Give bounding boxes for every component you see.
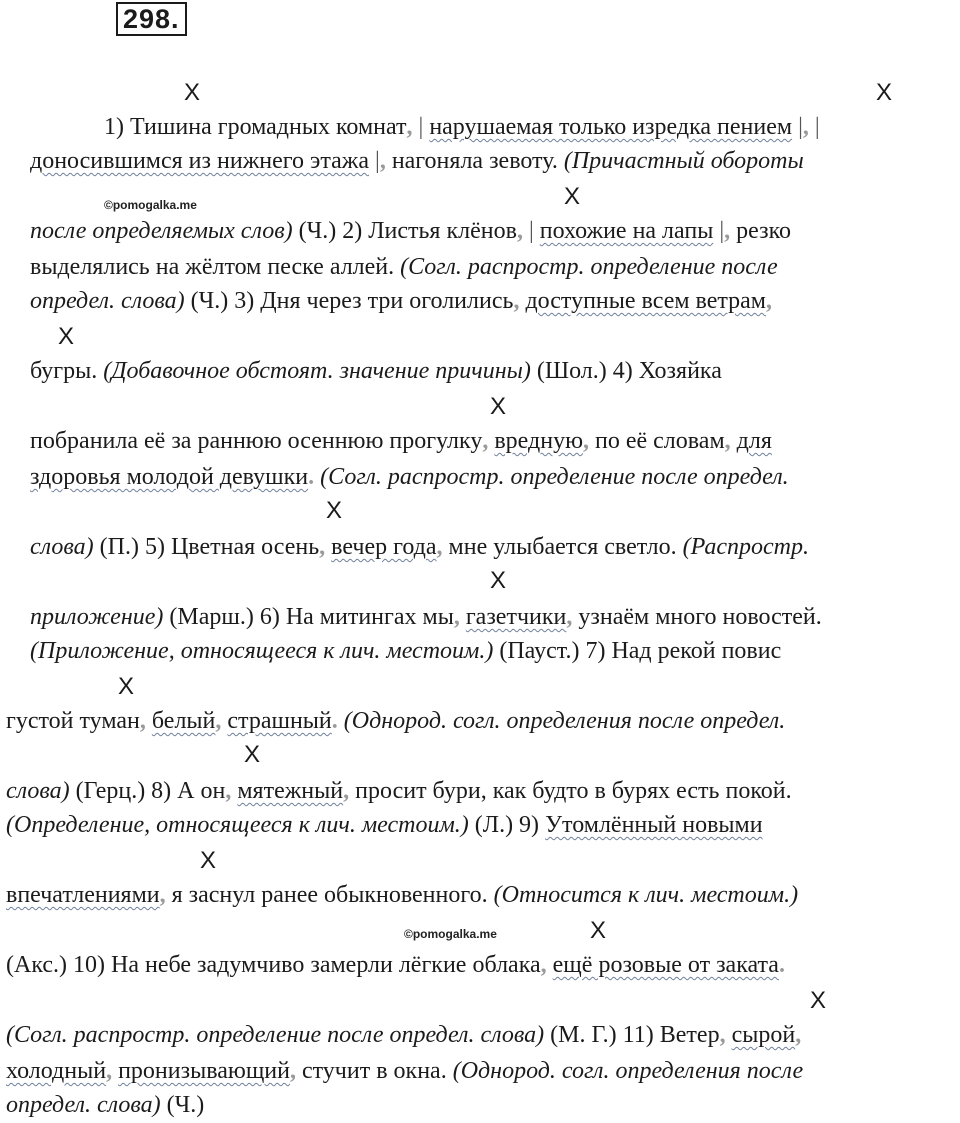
cross-mark: X: [876, 79, 893, 106]
sentence-text: (Герц.) 8) А он: [69, 778, 226, 804]
marked-punctuation: ,: [724, 218, 731, 244]
underlined-phrase: страшный: [227, 708, 332, 734]
text-line: [30, 462, 789, 492]
boundary-mark: |: [808, 114, 820, 140]
cross-mark: X: [490, 393, 507, 420]
sentence-text: побранила её за раннюю осеннюю прогулку: [30, 428, 483, 454]
sentence-text: (Ч.) 2) Листья клёнов: [292, 218, 517, 244]
annotation-text: слова): [6, 778, 70, 804]
underlined-phrase: мятежный: [237, 778, 344, 804]
marked-punctuation: ,: [719, 1022, 726, 1048]
sentence-text: резко: [730, 218, 792, 244]
sentence-text: (Ч.) 3) Дня через три оголились: [184, 288, 514, 314]
text-line: [30, 602, 822, 632]
cross-mark: X: [810, 987, 827, 1014]
marked-punctuation: ,: [343, 778, 350, 804]
cross-mark: X: [564, 183, 581, 210]
marked-punctuation: ,: [766, 288, 772, 314]
marked-punctuation: ,: [513, 288, 520, 314]
underlined-phrase: газетчики: [465, 604, 567, 630]
text-line: [30, 146, 804, 176]
boundary-mark: |: [522, 218, 540, 244]
cross-mark: X: [184, 79, 201, 106]
boundary-mark: |: [713, 218, 725, 244]
text-line: [30, 216, 791, 246]
sentence-text: (Пауст.) 7) Над рекой повис: [493, 638, 782, 664]
underlined-phrase: доступные всем ветрам: [525, 288, 766, 314]
marked-punctuation: .: [778, 952, 785, 978]
cross-mark: X: [58, 323, 75, 350]
marked-punctuation: ,: [106, 1058, 113, 1084]
annotation-text: (Определение, относящееся к лич. местоим.): [6, 812, 469, 838]
sentence-text: 1) Тишина громадных комнат: [104, 114, 407, 140]
marked-punctuation: ,: [289, 1058, 296, 1084]
text-line: [6, 706, 785, 736]
sentence-text: (Шол.) 4) Хозяйка: [530, 358, 722, 384]
underlined-phrase: для: [736, 428, 772, 454]
marked-punctuation: ,: [795, 1022, 802, 1048]
annotation-text: (Согл. распростр. определение после определ.: [320, 464, 789, 490]
text-line: [6, 1020, 801, 1050]
marked-punctuation: ,: [436, 534, 443, 560]
boundary-mark: |: [369, 148, 380, 174]
underlined-phrase: Утомлённый новыми: [545, 812, 763, 838]
exercise-number: 298.: [116, 2, 187, 36]
sentence-text: мне улыбается светло.: [442, 534, 683, 560]
underlined-phrase: пронизывающий: [118, 1058, 290, 1084]
cross-mark: X: [244, 741, 261, 768]
marked-punctuation: ,: [802, 114, 809, 140]
annotation-text: приложение): [30, 604, 164, 630]
annotation-text: после определяемых слов): [30, 218, 293, 244]
watermark: ©pomogalka.me: [404, 927, 497, 941]
text-line: [30, 426, 772, 456]
text-line: [30, 356, 722, 386]
sentence-text: (П.) 5) Цветная осень: [93, 534, 320, 560]
text-line: [6, 1090, 204, 1120]
annotation-text: (Согл. распростр. определение после определ. слова): [6, 1022, 545, 1048]
cross-mark: X: [490, 567, 507, 594]
annotation-text: (Согл. распростр. определение после: [400, 254, 778, 280]
sentence-text: стучит в окна.: [295, 1058, 453, 1084]
marked-punctuation: ,: [724, 428, 731, 454]
underlined-phrase: холодный: [6, 1058, 107, 1084]
annotation-text: (Однород. согл. определения после определ.: [343, 708, 786, 734]
text-line: [30, 636, 781, 666]
annotation-text: (Относится к лич. местоим.): [493, 882, 799, 908]
underlined-phrase: ещё розовые от заката: [552, 952, 779, 978]
marked-punctuation: ,: [139, 708, 146, 734]
text-line: [6, 880, 798, 910]
annotation-text: слова): [30, 534, 94, 560]
underlined-phrase: похожие на лапы: [539, 218, 714, 244]
marked-punctuation: ,: [319, 534, 326, 560]
watermark: ©pomogalka.me: [104, 198, 197, 212]
annotation-text: определ. слова): [6, 1092, 161, 1118]
sentence-text: я заснул ранее обыкновенного.: [165, 882, 494, 908]
marked-punctuation: ,: [453, 604, 460, 630]
cross-mark: X: [590, 917, 607, 944]
marked-punctuation: ,: [159, 882, 166, 908]
marked-punctuation: ,: [225, 778, 232, 804]
sentence-text: узнаём много новостей.: [572, 604, 822, 630]
sentence-text: по её словам: [589, 428, 725, 454]
annotation-text: (Приложение, относящееся к лич. местоим.): [30, 638, 494, 664]
annotation-text: (Однород. согл. определения после: [452, 1058, 804, 1084]
annotation-text: определ. слова): [30, 288, 185, 314]
marked-punctuation: ,: [566, 604, 573, 630]
annotation-text: (Добавочное обстоят. значение причины): [103, 358, 531, 384]
annotation-text: (Причастный обороты: [563, 148, 804, 174]
marked-punctuation: ,: [406, 114, 413, 140]
text-line: [104, 112, 820, 142]
sentence-text: (Марш.) 6) На митингах мы: [163, 604, 454, 630]
marked-punctuation: ,: [379, 148, 386, 174]
sentence-text: (Акс.) 10) На небе задумчиво замерли лёгкие облака: [6, 952, 541, 978]
sentence-text: густой туман: [6, 708, 140, 734]
marked-punctuation: ,: [540, 952, 547, 978]
text-line: [6, 1056, 803, 1086]
sentence-text: (М. Г.) 11) Ветер: [544, 1022, 720, 1048]
cross-mark: X: [118, 673, 135, 700]
text-line: [30, 532, 809, 562]
marked-punctuation: .: [331, 708, 338, 734]
boundary-mark: |: [412, 114, 430, 140]
underlined-phrase: доносившимся из нижнего этажа: [30, 148, 369, 174]
boundary-mark: |: [792, 114, 803, 140]
sentence-text: бугры.: [30, 358, 104, 384]
underlined-phrase: впечатлениями: [6, 882, 160, 908]
text-line: [30, 252, 778, 282]
marked-punctuation: ,: [583, 428, 589, 454]
sentence-text: (Л.) 9): [468, 812, 546, 838]
sentence-text: (Ч.): [160, 1092, 205, 1118]
marked-punctuation: ,: [482, 428, 489, 454]
cross-mark: X: [200, 847, 217, 874]
underlined-phrase: нарушаемая только изредка пением: [429, 114, 793, 140]
marked-punctuation: ,: [215, 708, 222, 734]
text-line: [6, 950, 785, 980]
underlined-phrase: вредную: [494, 428, 583, 454]
sentence-text: просит бури, как будто в бурях есть покой.: [349, 778, 792, 804]
marked-punctuation: ,: [516, 218, 523, 244]
underlined-phrase: вечер года: [331, 534, 437, 560]
text-line: [6, 776, 792, 806]
underlined-phrase: здоровья молодой девушки: [30, 464, 309, 490]
text-line: [6, 810, 763, 840]
annotation-text: (Распростр.: [682, 534, 810, 560]
sentence-text: выделялись на жёлтом песке аллей.: [30, 254, 401, 280]
underlined-phrase: белый: [151, 708, 216, 734]
underlined-phrase: сырой: [731, 1022, 796, 1048]
marked-punctuation: .: [308, 464, 315, 490]
sentence-text: нагоняла зевоту.: [385, 148, 564, 174]
cross-mark: X: [326, 497, 343, 524]
text-line: [30, 286, 772, 316]
